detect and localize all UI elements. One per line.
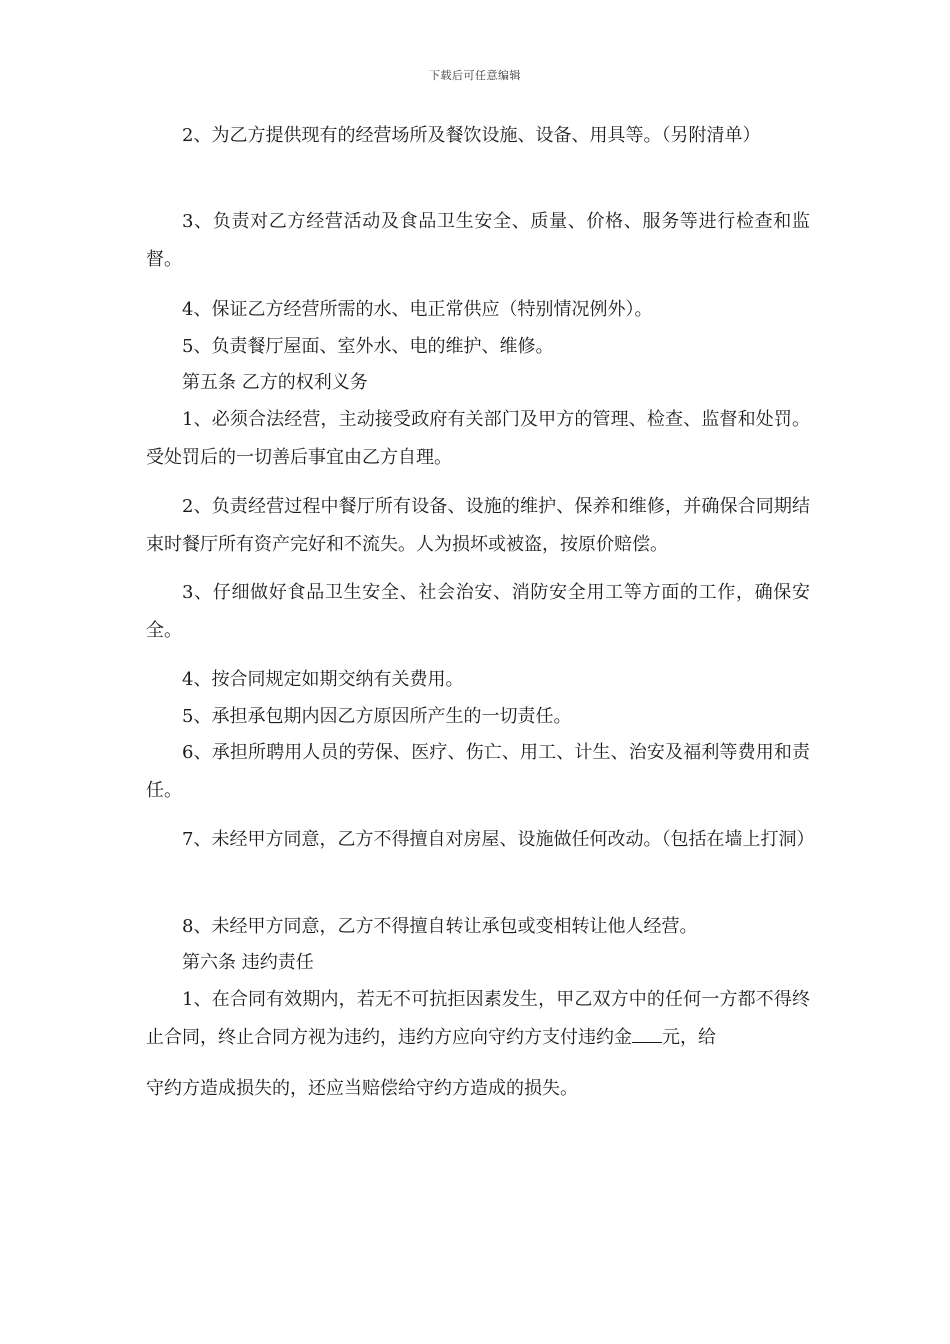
article-5-heading: 第五条 乙方的权利义务 [182,372,368,393]
paragraph-landlord-duty-5: 5、负责餐厅屋面、室外水、电的维护、维修。 [182,336,554,357]
page-header: 下载后可任意编辑 [429,69,521,82]
paragraph-tenant-duty-5: 5、承担承包期内因乙方原因所产生的一切责任。 [182,706,572,727]
paragraph-tenant-duty-8: 8、未经甲方同意，乙方不得擅自转让承包或变相转让他人经营。 [182,916,698,937]
paragraph-landlord-duty-4: 4、保证乙方经营所需的水、电正常供应（特别情况例外）。 [182,299,653,320]
paragraph-breach-1 [146,981,810,1057]
paragraph-breach-1-continued: 守约方造成损失的，还应当赔偿给守约方造成的损失。 [146,1078,578,1099]
breach-text-part1: 1、在合同有效期内，若无不可抗拒因素发生，甲乙双方中的任何一方都不得终止合同，终止合同方视为违约，违约方应向守约方支付违约金 [146,989,810,1048]
breach-text-part2: 元，给 [662,1027,716,1048]
paragraph-tenant-duty-2: 2、负责经营过程中餐厅所有设备、设施的维护、保养和维修，并确保合同期结束时餐厅所有资产完好和不流失。人为损坏或被盗，按原价赔偿。 [146,496,810,555]
paragraph-tenant-duty-7: 7、未经甲方同意，乙方不得擅自对房屋、设施做任何改动。（包括在墙上打洞） [182,829,815,850]
paragraph-tenant-duty-6: 6、承担所聘用人员的劳保、医疗、伤亡、用工、计生、治安及福利等费用和责任。 [146,742,810,801]
paragraph-tenant-duty-4: 4、按合同规定如期交纳有关费用。 [182,669,464,690]
paragraph-tenant-duty-3: 3、仔细做好食品卫生安全、社会治安、消防安全用工等方面的工作，确保安全。 [146,582,810,641]
paragraph-tenant-duty-1: 1、必须合法经营，主动接受政府有关部门及甲方的管理、检查、监督和处罚。受处罚后的一切善后事宜由乙方自理。 [146,409,810,468]
paragraph-landlord-duty-3: 3、负责对乙方经营活动及食品卫生安全、质量、价格、服务等进行检查和监督。 [146,211,810,270]
paragraph-landlord-duty-2: 2、为乙方提供现有的经营场所及餐饮设施、设备、用具等。（另附清单） [182,125,761,146]
article-6-heading: 第六条 违约责任 [182,952,314,973]
penalty-amount-blank [632,1026,662,1043]
